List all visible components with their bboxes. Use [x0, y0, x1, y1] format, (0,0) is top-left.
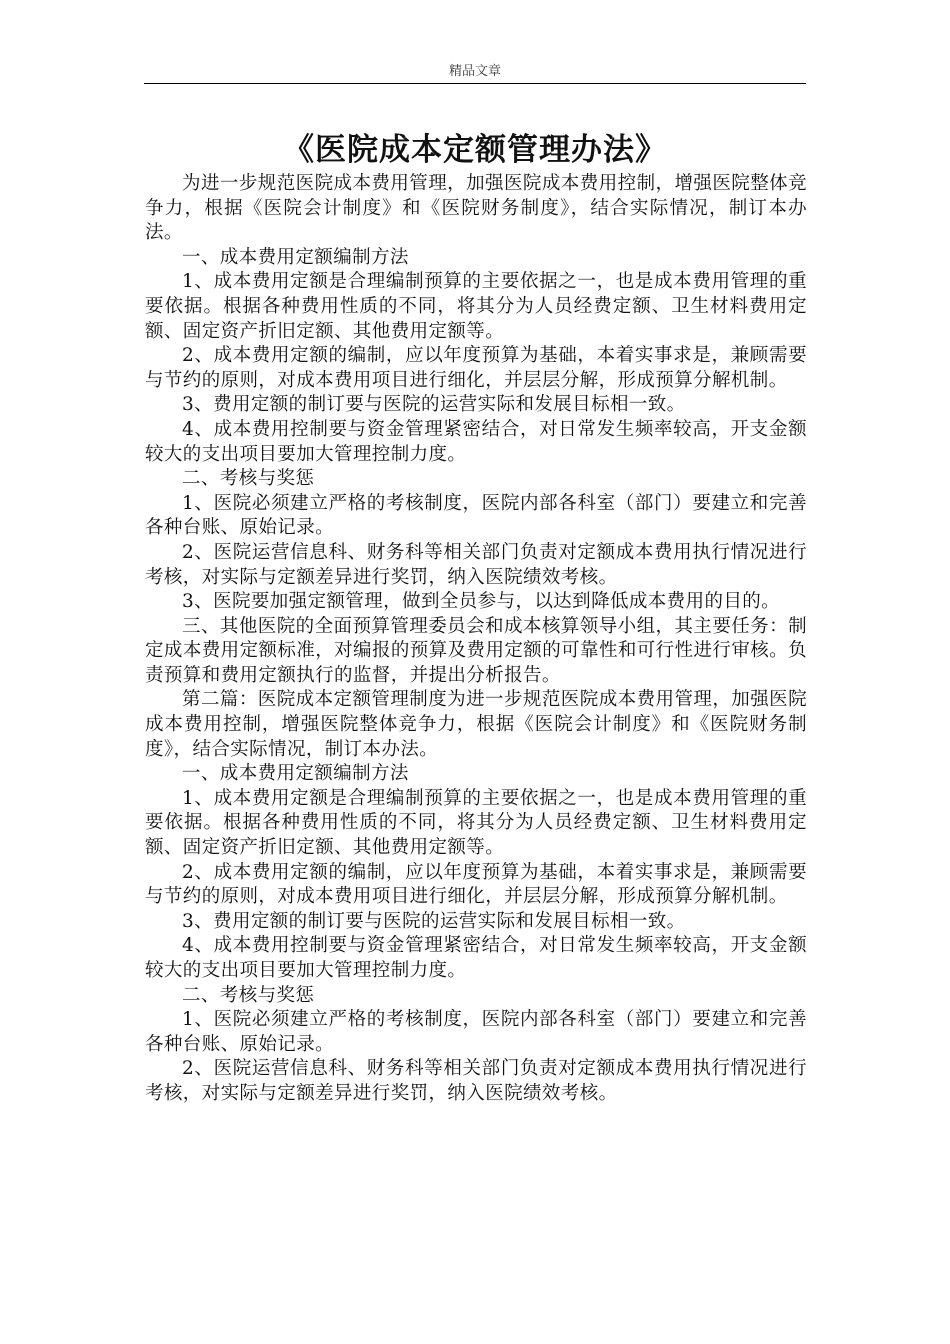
section-heading: 二、考核与奖惩 — [182, 468, 315, 490]
paragraph: 4、成本费用控制要与资金管理紧密结合，对日常发生频率较高，开支金额较大的支出项目要加大管理控制力度。 — [145, 935, 807, 981]
header-divider — [144, 83, 806, 84]
paragraph: 3、费用定额的制订要与医院的运营实际和发展目标相一致。 — [182, 910, 686, 932]
paragraph: 第二篇：医院成本定额管理制度为进一步规范医院成本费用管理，加强医院成本费用控制，增强医院整体竞争力，根据《医院会计制度》和《医院财务制度》，结合实际情况，制订本办法。 — [145, 689, 807, 760]
paragraph: 1、医院必须建立严格的考核制度，医院内部各科室（部门）要建立和完善各种台账、原始记录。 — [145, 492, 807, 539]
paragraph: 3、费用定额的制订要与医院的运营实际和发展目标相一致。 — [182, 394, 686, 416]
paragraph: 2、成本费用定额的编制，应以年度预算为基础，本着实事求是，兼顾需要与节约的原则，对成本费用项目进行细化，并层层分解，形成预算分解机制。 — [145, 861, 807, 908]
paragraph: 3、医院要加强定额管理，做到全员参与，以达到降低成本费用的目的。 — [182, 591, 781, 613]
paragraph: 1、成本费用定额是合理编制预算的主要依据之一，也是成本费用管理的重要依据。根据各种费用性质的不同，将其分为人员经费定额、卫生材料费用定额、固定资产折旧定额、其他费用定额等。 — [145, 271, 807, 342]
paragraph: 1、医院必须建立严格的考核制度，医院内部各科室（部门）要建立和完善各种台账、原始记录。 — [145, 1009, 807, 1055]
document-body — [145, 172, 807, 1107]
section-heading: 二、考核与奖惩 — [182, 984, 315, 1006]
document-title: 《医院成本定额管理办法》 — [283, 132, 667, 168]
paragraph: 4、成本费用控制要与资金管理紧密结合，对日常发生频率较高，开支金额较大的支出项目要加大管理控制力度。 — [145, 418, 807, 465]
paragraph: 为进一步规范医院成本费用管理，加强医院成本费用控制，增强医院整体竞争力，根据《医院会计制度》和《医院财务制度》，结合实际情况，制订本办法。 — [145, 173, 807, 244]
paragraph: 2、成本费用定额的编制，应以年度预算为基础，本着实事求是，兼顾需要与节约的原则，对成本费用项目进行细化，并层层分解，形成预算分解机制。 — [145, 345, 807, 391]
section-heading: 一、成本费用定额编制方法 — [182, 763, 409, 785]
paragraph: 2、医院运营信息科、财务科等相关部门负责对定额成本费用执行情况进行考核，对实际与定额差异进行奖罚，纳入医院绩效考核。 — [145, 541, 807, 588]
paragraph: 1、成本费用定额是合理编制预算的主要依据之一，也是成本费用管理的重要依据。根据各种费用性质的不同，将其分为人员经费定额、卫生材料费用定额、固定资产折旧定额、其他费用定额等。 — [145, 787, 807, 859]
paragraph: 2、医院运营信息科、财务科等相关部门负责对定额成本费用执行情况进行考核，对实际与定额差异进行奖罚，纳入医院绩效考核。 — [145, 1058, 807, 1104]
paragraph: 三、其他医院的全面预算管理委员会和成本核算领导小组，其主要任务：制定成本费用定额标准，对编报的预算及费用定额的可靠性和可行性进行审核。负责预算和费用定额执行的监督，并提出分析报告。 — [145, 615, 807, 686]
section-heading: 一、成本费用定额编制方法 — [182, 246, 409, 268]
page-header-label: 精品文章 — [448, 64, 501, 79]
